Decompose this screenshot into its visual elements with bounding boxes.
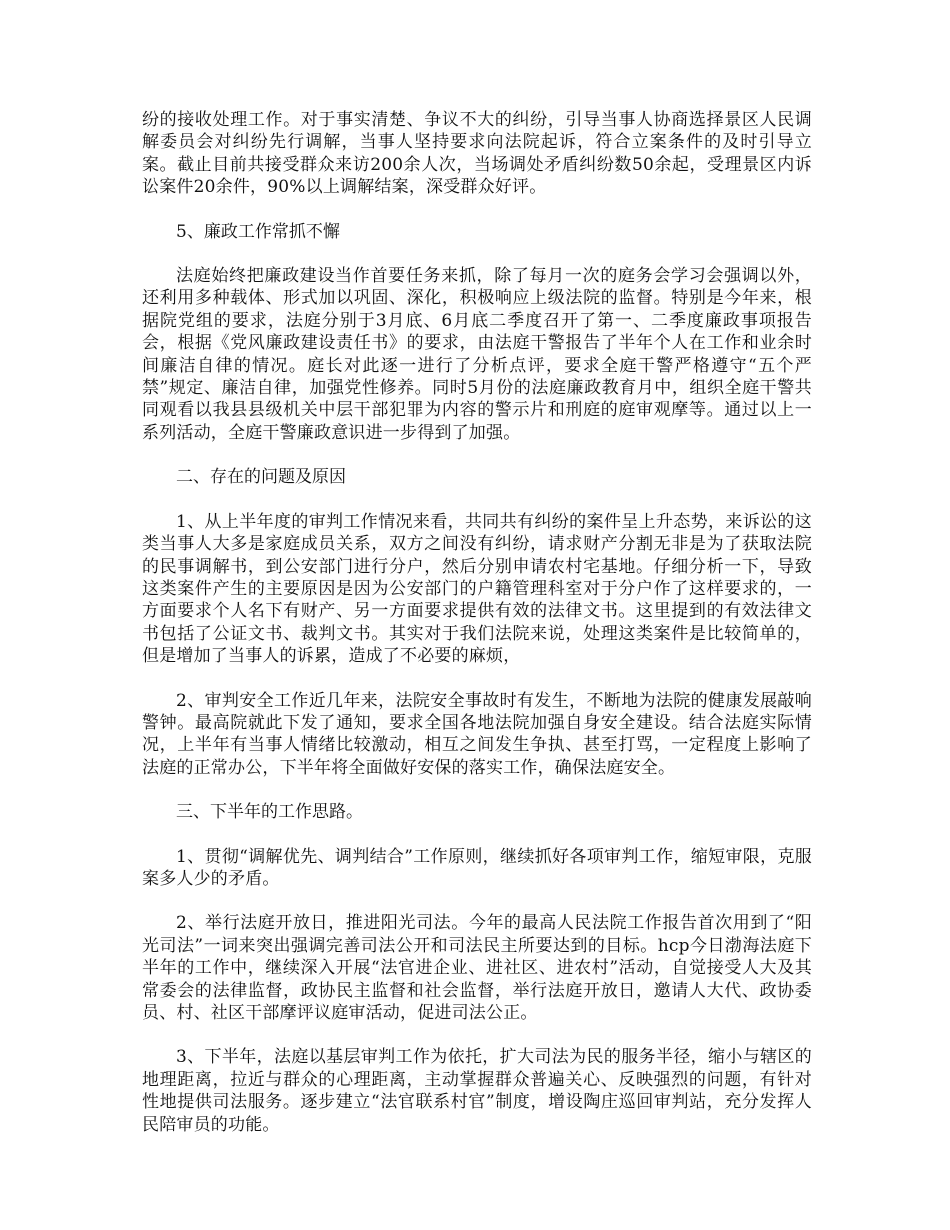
paragraph-plan-3: 3、下半年，法庭以基层审判工作为依托，扩大司法为民的服务半径，缩小与辖区的地理距离，拉近与群众的心理距离，主动掌握群众普遍关心、反映强烈的问题，有针对性地提供司法服务。逐步建立“法官联系村官”制度，增设陶庄巡回审判站，充分发挥人民陪审员的功能。 — [142, 1047, 812, 1135]
paragraph-plan-2: 2、举行法庭开放日，推进阳光司法。今年的最高人民法院工作报告首次用到了“阳光司法”一词来突出强调完善司法公开和司法民主所要达到的目标。hcp今日渤海法庭下半年的工作中，继续深入开展“法官进企业、进社区、进农村”活动，自觉接受人大及其常委会的法律监督，政协民主监督和社会监督，举行法庭开放日，邀请人大代、政协委员、村、社区干部摩评议庭审活动，促进司法公正。 — [142, 913, 812, 1023]
paragraph-plan-1: 1、贯彻“调解优先、调判结合”工作原则，继续抓好各项审判工作，缩短审限，克服案多人少的矛盾。 — [142, 846, 812, 889]
paragraph-intake-work: 纷的接收处理工作。对于事实清楚、争议不大的纠纷，引导当事人协商选择景区人民调解委员会对纠纷先行调解，当事人坚持要求向法院起诉，符合立案条件的及时引导立案。截止目前共接受群众来访200余人次，当场调处矛盾纠纷数50余起，受理景区内诉讼案件20余件，90%以上调解结案，深受群众好评。 — [142, 110, 812, 198]
heading-integrity-work: 5、廉政工作常抓不懈 — [176, 221, 340, 242]
paragraph-problem-1: 1、从上半年度的审判工作情况来看，共同共有纠纷的案件呈上升态势，来诉讼的这类当事人大多是家庭成员关系，双方之间没有纠纷，请求财产分割无非是为了获取法院的民事调解书，到公安部门进行分户，然后分别申请农村宅基地。仔细分析一下，导致这类案件产生的主要原因是因为公安部门的户籍管理科室对于分户作了这样要求的，一方面要求个人名下有财产、另一方面要求提供有效的法律文书。这里提到的有效法律文书包括了公证文书、裁判文书。其实对于我们法院来说，处理这类案件是比较简单的，但是增加了当事人的诉累，造成了不必要的麻烦， — [142, 511, 812, 667]
paragraph-problem-2: 2、审判安全工作近几年来，法院安全事故时有发生，不断地为法院的健康发展敲响警钟。最高院就此下发了通知，要求全国各地法院加强自身安全建设。结合法庭实际情况，上半年有当事人情绪比较激动，相互之间发生争执、甚至打骂，一定程度上影响了法庭的正常办公，下半年将全面做好安保的落实工作，确保法庭安全。 — [142, 690, 812, 778]
heading-problems-causes: 二、存在的问题及原因 — [176, 467, 346, 488]
heading-second-half-plan: 三、下半年的工作思路。 — [176, 802, 363, 823]
paragraph-integrity-building: 法庭始终把廉政建设当作首要任务来抓，除了每月一次的庭务会学习会强调以外，还利用多种载体、形式加以巩固、深化，积极响应上级法院的监督。特别是今年来，根据院党组的要求，法庭分别于3月底、6月底二季度召开了第一、二季度廉政事项报告会，根据《党风廉政建设责任书》的要求，由法庭干警报告了半年个人在工作和业余时间廉洁自律的情况。庭长对此逐一进行了分析点评，要求全庭干警严格遵守“五个严禁”规定、廉洁自律，加强党性修养。同时5月份的法庭廉政教育月中，组织全庭干警共同观看以我县县级机关中层干部犯罪为内容的警示片和刑庭的庭审观摩等。通过以上一系列活动，全庭干警廉政意识进一步得到了加强。 — [142, 266, 812, 443]
document-page — [142, 109, 812, 1158]
